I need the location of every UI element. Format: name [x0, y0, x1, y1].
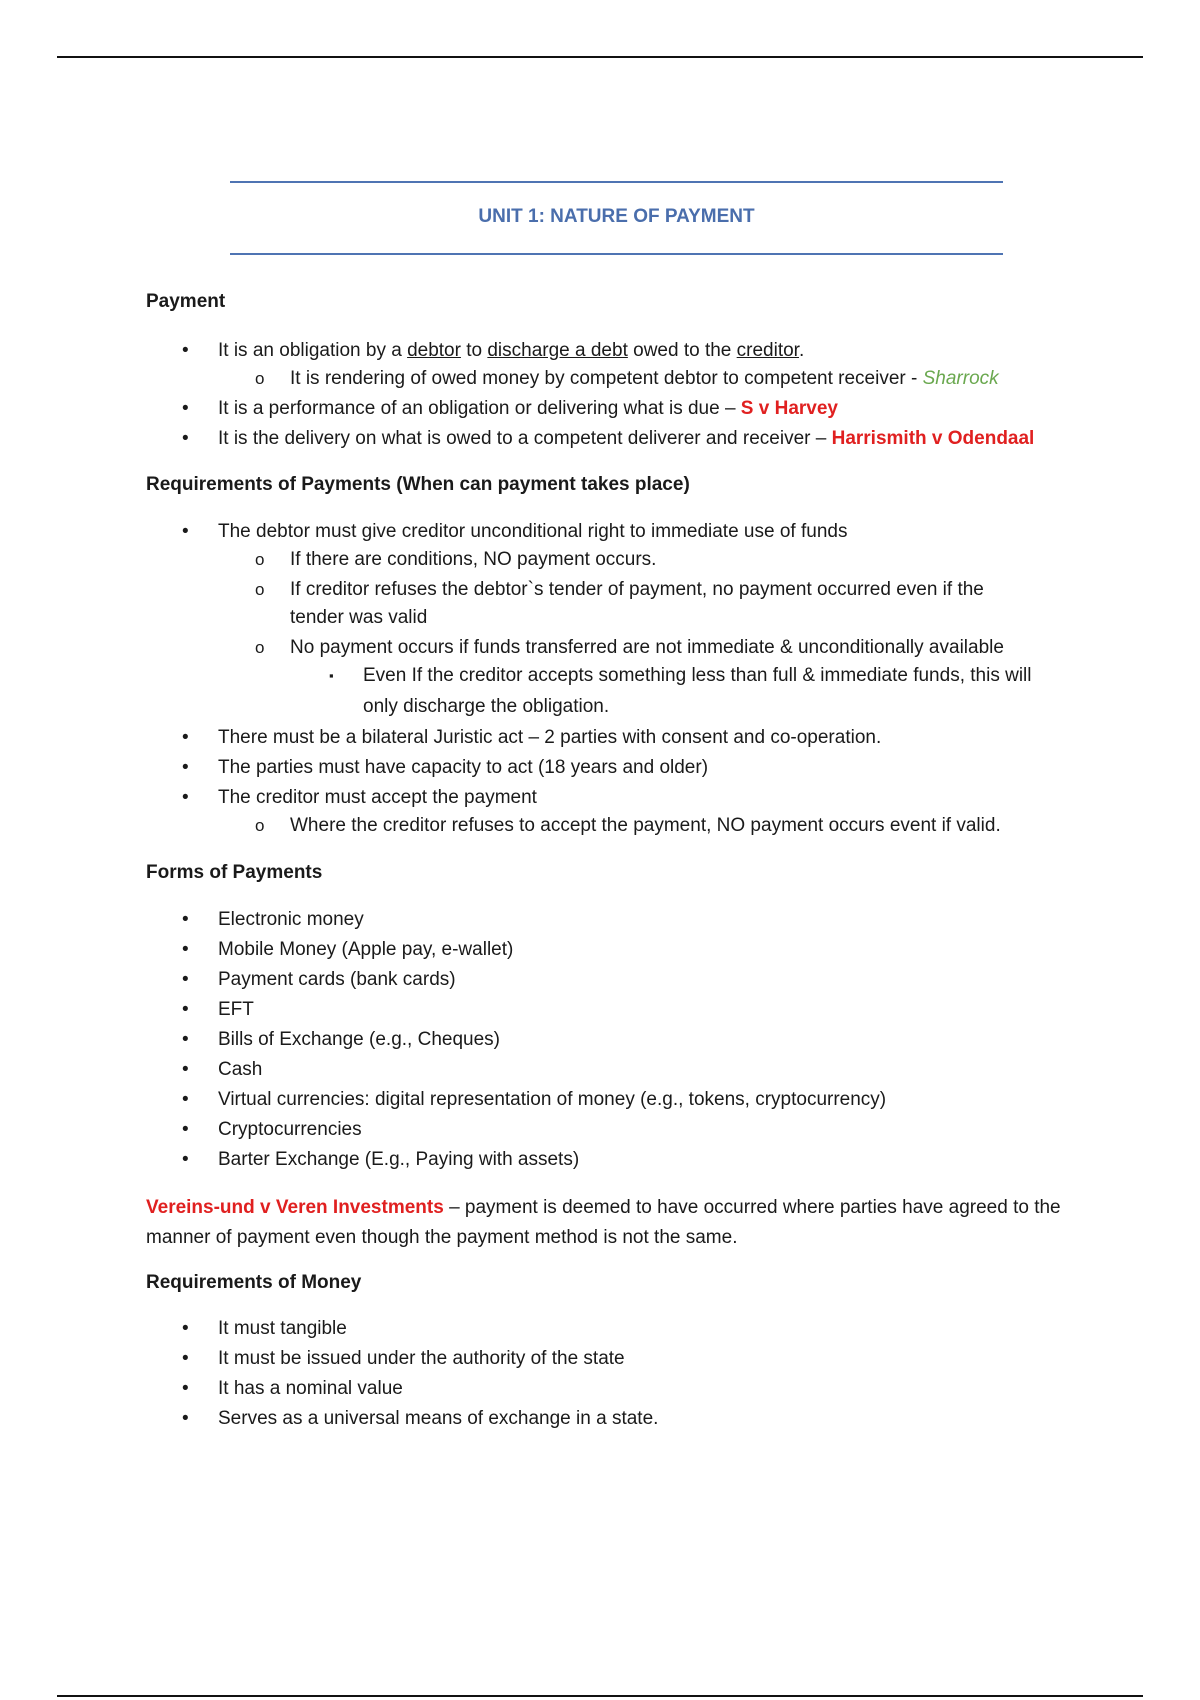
bullet-icon: •	[182, 909, 189, 930]
bullet-icon: •	[182, 727, 189, 748]
case-sharrock: Sharrock	[922, 368, 999, 389]
circle-bullet-icon: o	[255, 638, 265, 657]
bullet-icon: •	[182, 340, 189, 361]
req-item-1-sub-2-line-2: tender was valid	[290, 607, 428, 628]
form-item: Electronic money	[218, 909, 364, 930]
req-item-1-sub-1: If there are conditions, NO payment occurs.	[290, 549, 657, 570]
title-bottom-rule	[230, 253, 1003, 255]
bullet-icon: •	[182, 1378, 189, 1399]
term-creditor: creditor	[736, 340, 799, 361]
req-item-1-sub-2-line-1: If creditor refuses the debtor`s tender of payment, no payment occurred even if the	[290, 579, 984, 600]
form-item: EFT	[218, 999, 254, 1020]
money-item: It has a nominal value	[218, 1378, 403, 1399]
money-heading: Requirements of Money	[146, 1272, 362, 1293]
unit-title: UNIT 1: NATURE OF PAYMENT	[478, 206, 755, 227]
money-item: Serves as a universal means of exchange in a state.	[218, 1408, 659, 1429]
bullet-icon: •	[182, 1029, 189, 1050]
case-s-v-harvey: S v Harvey	[740, 398, 838, 419]
form-item: Virtual currencies: digital representation of money (e.g., tokens, cryptocurrency)	[218, 1089, 887, 1110]
case-harrismith-v-odendaal: Harrismith v Odendaal	[831, 428, 1035, 449]
payment-item-1: It is an obligation by a debtor to discharge a debt owed to the creditor.	[218, 340, 805, 361]
vereins-paragraph: Vereins-und v Veren Investments – payment is deemed to have occurred where parties have agreed to the manner of payment even though the payment method is not the same.	[146, 1197, 1061, 1248]
bullet-icon: •	[182, 969, 189, 990]
bullet-icon: •	[182, 1059, 189, 1080]
req-item-1-sub-3-sub-line-2: only discharge the obligation.	[363, 696, 610, 717]
req-item-4-sub: Where the creditor refuses to accept the payment, NO payment occurs event if valid.	[290, 815, 1001, 836]
bullet-icon: •	[182, 757, 189, 778]
payment-item-3: It is the delivery on what is owed to a competent deliverer and receiver – Harrismith v Odendaal	[218, 428, 1035, 449]
square-bullet-icon: ▪	[329, 668, 334, 683]
form-item: Barter Exchange (E.g., Paying with assets)	[218, 1149, 580, 1170]
form-item: Mobile Money (Apple pay, e-wallet)	[218, 939, 514, 960]
top-page-rule	[57, 56, 1143, 58]
bullet-icon: •	[182, 787, 189, 808]
payment-item-2: It is a performance of an obligation or delivering what is due – S v Harvey	[218, 398, 838, 419]
form-item: Payment cards (bank cards)	[218, 969, 456, 990]
forms-heading: Forms of Payments	[146, 862, 323, 883]
payment-heading: Payment	[146, 291, 226, 312]
payment-item-1-sub: It is rendering of owed money by competent debtor to competent receiver - Sharrock	[290, 368, 999, 389]
title-top-rule	[230, 181, 1003, 183]
case-vereins-und: Vereins-und v Veren Investments	[146, 1197, 444, 1218]
req-item-4: The creditor must accept the payment	[218, 787, 537, 808]
req-item-1-sub-3-sub-line-1: Even If the creditor accepts something less than full & immediate funds, this will	[363, 665, 1032, 686]
term-discharge-debt: discharge a debt	[487, 340, 628, 361]
bullet-icon: •	[182, 521, 189, 542]
requirements-payment-heading: Requirements of Payments (When can payment takes place)	[146, 474, 690, 495]
req-item-1-sub-3: No payment occurs if funds transferred are not immediate & unconditionally available	[290, 637, 1004, 658]
bullet-icon: •	[182, 1119, 189, 1140]
bullet-icon: •	[182, 939, 189, 960]
circle-bullet-icon: o	[255, 550, 265, 569]
money-item: It must tangible	[218, 1318, 347, 1339]
bullet-icon: •	[182, 1089, 189, 1110]
term-debtor: debtor	[407, 340, 461, 361]
bullet-icon: •	[182, 999, 189, 1020]
bullet-icon: •	[182, 1348, 189, 1369]
circle-bullet-icon: o	[255, 369, 265, 388]
req-item-1: The debtor must give creditor unconditional right to immediate use of funds	[218, 521, 848, 542]
req-item-3: The parties must have capacity to act (18 years and older)	[218, 757, 709, 778]
form-item: Bills of Exchange (e.g., Cheques)	[218, 1029, 500, 1050]
bullet-icon: •	[182, 1149, 189, 1170]
money-item: It must be issued under the authority of the state	[218, 1348, 625, 1369]
circle-bullet-icon: o	[255, 580, 265, 599]
bullet-icon: •	[182, 428, 189, 449]
bullet-icon: •	[182, 398, 189, 419]
req-item-2: There must be a bilateral Juristic act – 2 parties with consent and co-operation.	[218, 727, 882, 748]
circle-bullet-icon: o	[255, 816, 265, 835]
bullet-icon: •	[182, 1408, 189, 1429]
form-item: Cash	[218, 1059, 263, 1080]
form-item: Cryptocurrencies	[218, 1119, 362, 1140]
bottom-page-rule	[57, 1695, 1143, 1697]
bullet-icon: •	[182, 1318, 189, 1339]
